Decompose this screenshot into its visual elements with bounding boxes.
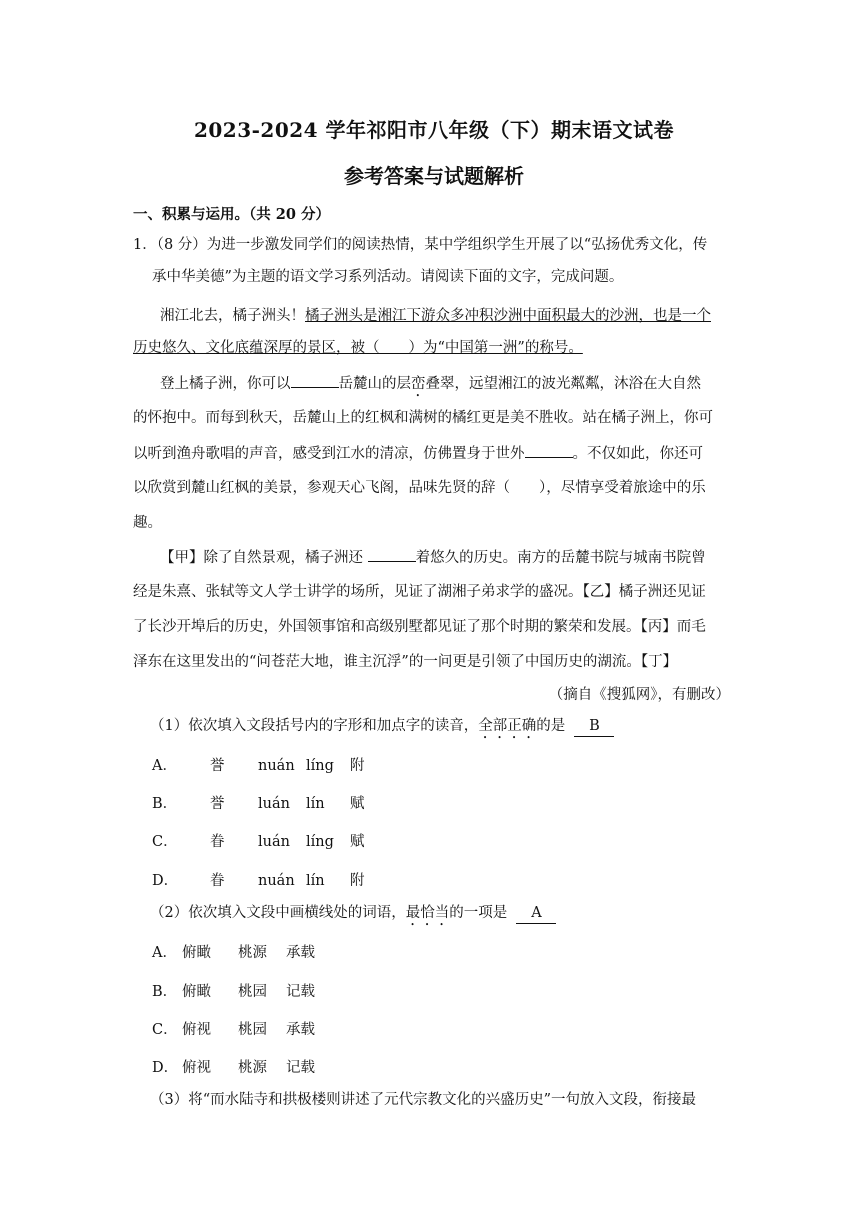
sub2-text-a: （2）依次填入文段中画横线处的词语， (150, 905, 406, 921)
p3-text-a: 【甲】除了自然景观，橘子洲还 (160, 550, 368, 566)
passage-p1-underlined: 橘子洲头是湘江下游众多冲积沙洲中面积最大的沙洲，也是一个 (305, 308, 711, 324)
p3-text-b: 着悠久的历史。南方的岳麓书院与城南书院曾 (415, 550, 706, 566)
sub2-option-a: A． 俯瞰 桃源 承载 (152, 945, 315, 961)
sub2-emphasis: 最恰当 (405, 905, 450, 921)
sub1-option-b: B． 誉 luán lín 赋 (152, 796, 365, 812)
p2-line3-text-b: 。不仅如此，你还可 (572, 446, 703, 462)
passage-p1-line2: 历史悠久、文化底蕴深厚的景区，被（ ）为“中国第一洲”的称号。 (133, 340, 583, 356)
passage-p2-line1 (160, 373, 701, 400)
passage-p3-line4: 泽东在这里发出的“问苍茫大地，谁主沉浮”的一问更是引领了中国历史的湖流。【丁】 (133, 654, 678, 670)
sub2-option-b: B． 俯瞰 桃园 记载 (152, 984, 315, 1000)
sub1-answer: B (574, 716, 614, 737)
passage-p3-line3: 了长沙开埠后的历史，外国领事馆和高级别墅都见证了那个时期的繁荣和发展。【丙】而毛 (133, 619, 706, 635)
section-heading: 一、积累与运用。（共 20 分） (133, 206, 331, 223)
sub1-option-a: A． 誉 nuán líng 附 (152, 758, 365, 774)
passage-p2-line4: 以欣赏到麓山红枫的美景，参观天心飞阁，品味先贤的辞（ ），尽情享受着旅途中的乐 (133, 480, 706, 496)
p2-text-c: 叠翠，远望湘江的波光粼粼，沐浴在大自然 (425, 376, 701, 392)
sub1-option-c: C． 眷 luán líng 赋 (152, 834, 365, 850)
passage-p2-line3 (133, 443, 703, 464)
q1-intro-line1: 1．（8 分）为进一步激发同学们的阅读热情，某中学组织学生开展了以“弘扬优秀文化，传 (133, 237, 708, 253)
fill-blank (368, 547, 416, 562)
passage-p1-text: 湘江北去，橘子洲头！ (160, 308, 305, 324)
source-citation: （摘自《搜狐网》，有删改） (548, 687, 730, 703)
passage-p3-line2: 经是朱熹、张轼等文人学士讲学的场所，见证了湖湘子弟求学的盛况。【乙】橘子洲还见证 (133, 584, 706, 600)
sub-question-1 (150, 716, 614, 742)
p2-line3-text-a: 以听到渔舟歌唱的声音，感受到江水的清凉，仿佛置身于世外 (133, 446, 525, 462)
page-subtitle: 参考答案与试题解析 (344, 164, 524, 188)
sub-question-3: （3）将“而水陆寺和拱极楼则讲述了元代宗教文化的兴盛历史”一句放入文段，衔接最 (150, 1092, 697, 1108)
page-title: 2023-2024 学年祁阳市八年级（下）期末语文试卷 (193, 118, 675, 142)
passage-p2-line2: 的怀抱中。而每到秋天，岳麓山上的红枫和满树的橘红更是美不胜收。站在橘子洲上，你可 (133, 410, 713, 426)
sub1-option-d: D． 眷 nuán lín 附 (152, 873, 365, 889)
p2-text-b: 岳麓山的层 (338, 376, 411, 392)
p2-text-a: 登上橘子洲，你可以 (160, 376, 291, 392)
q1-intro-line2: 承中华美德”为主题的语文学习系列活动。请阅读下面的文字，完成问题。 (152, 269, 624, 285)
sub2-option-d: D． 俯视 桃源 记载 (152, 1060, 315, 1076)
sub1-emphasis: 全部正确 (478, 718, 537, 734)
passage-p1-line1 (160, 306, 711, 326)
passage-p3-line1 (160, 547, 706, 568)
p2-dotted-char: 峦 (411, 376, 426, 392)
fill-blank (525, 443, 573, 458)
passage-p2-line5: 趣。 (133, 515, 162, 531)
sub2-answer: A (516, 903, 556, 924)
sub1-text-a: （1）依次填入文段括号内的字形和加点字的读音， (150, 718, 479, 734)
sub1-text-b: 的是 (536, 718, 566, 734)
sub2-option-c: C． 俯视 桃园 承载 (152, 1022, 315, 1038)
sub2-text-b: 的一项是 (449, 905, 508, 921)
sub-question-2 (150, 903, 556, 929)
fill-blank (291, 373, 339, 388)
